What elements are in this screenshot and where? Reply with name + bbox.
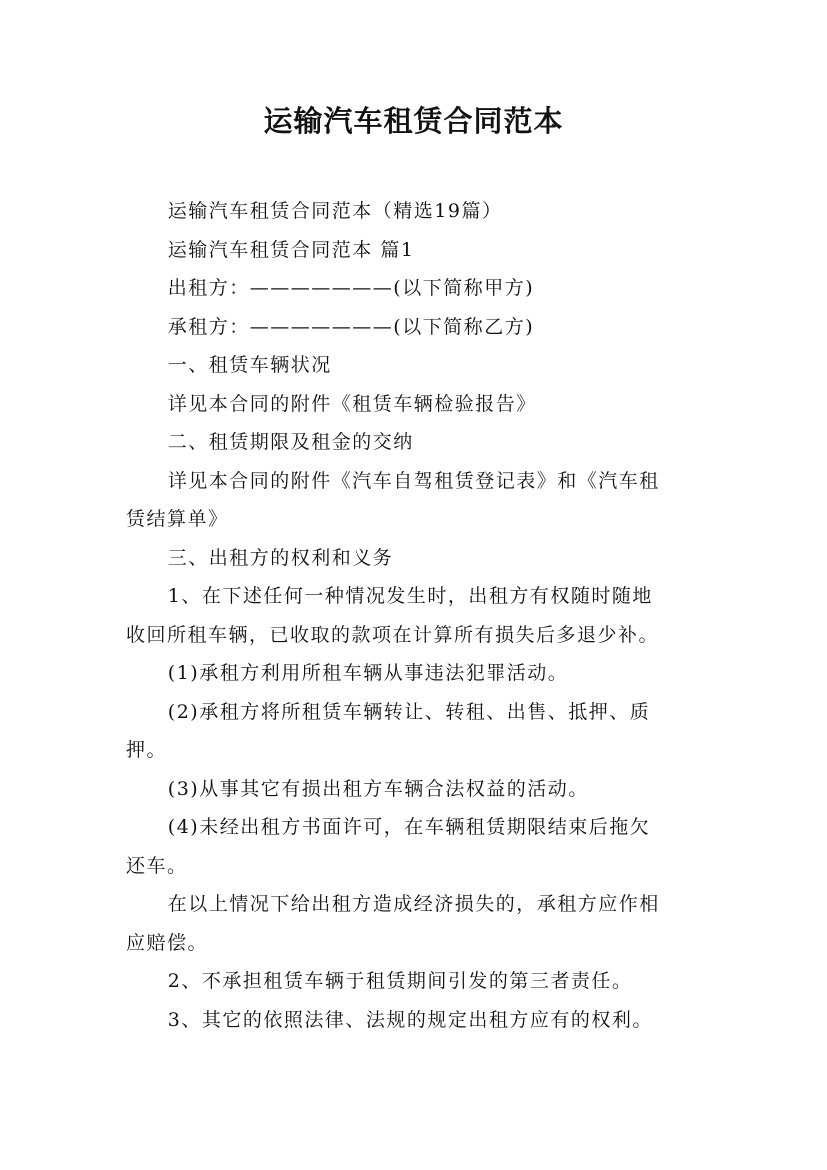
document-body	[126, 192, 714, 1039]
paragraph	[126, 385, 714, 424]
paragraph-line: 押。	[126, 739, 168, 761]
paragraph-line: 承租方：———————(以下简称乙方)	[167, 315, 535, 338]
section-heading-2	[126, 423, 714, 462]
paragraph	[126, 462, 714, 539]
paragraph-line: (2)承租方将所租赁车辆转让、转租、出售、抵押、质	[167, 700, 651, 723]
paragraph	[126, 885, 714, 962]
paragraph-line: 在以上情况下给出租方造成经济损失的，承租方应作相	[167, 893, 660, 915]
paragraph-line: (3)从事其它有损出租方车辆合法权益的活动。	[167, 777, 589, 800]
section-heading-1	[126, 346, 714, 385]
paragraph-lessor	[126, 269, 714, 308]
section-heading-3	[126, 539, 714, 578]
paragraph	[126, 693, 714, 770]
paragraph	[126, 577, 714, 654]
paragraph-line: 出租方：———————(以下简称甲方)	[167, 277, 535, 299]
paragraph-chapter-heading	[126, 231, 714, 270]
paragraph-line: 还车。	[126, 854, 188, 877]
paragraph-line: 运输汽车租赁合同范本 篇1	[167, 238, 415, 261]
paragraph-line: 3、其它的依照法律、法规的规定出租方应有的权利。	[167, 1008, 653, 1031]
paragraph	[126, 962, 714, 1001]
paragraph-line: (4)未经出租方书面许可，在车辆租赁期限结束后拖欠	[167, 816, 651, 838]
paragraph-line: 二、租赁期限及租金的交纳	[167, 431, 414, 453]
document-title: 运输汽车租赁合同范本	[263, 104, 564, 138]
paragraph-line: 1、在下述任何一种情况发生时，出租方有权随时随地	[167, 585, 653, 607]
paragraph-line: 运输汽车租赁合同范本（精选19篇）	[167, 200, 503, 222]
paragraph-line: (1)承租方利用所租车辆从事违法犯罪活动。	[167, 662, 569, 684]
paragraph	[126, 808, 714, 885]
paragraph-line: 一、租赁车辆状况	[167, 354, 332, 376]
paragraph-line: 2、不承担租赁车辆于租赁期间引发的第三者责任。	[167, 970, 633, 992]
paragraph	[126, 654, 714, 693]
paragraph-line: 赁结算单》	[126, 508, 229, 530]
paragraph-line: 详见本合同的附件《租赁车辆检验报告》	[167, 392, 537, 415]
paragraph	[126, 770, 714, 809]
paragraph-line: 应赔偿。	[126, 931, 209, 954]
paragraph-subtitle	[126, 192, 714, 231]
paragraph-line: 收回所租车辆，已收取的款项在计算所有损失后多退少补。	[126, 623, 660, 646]
paragraph	[126, 1001, 714, 1040]
paragraph-lessee	[126, 308, 714, 347]
paragraph-line: 详见本合同的附件《汽车自驾租赁登记表》和《汽车租	[167, 469, 660, 492]
paragraph-line: 三、出租方的权利和义务	[167, 546, 394, 569]
